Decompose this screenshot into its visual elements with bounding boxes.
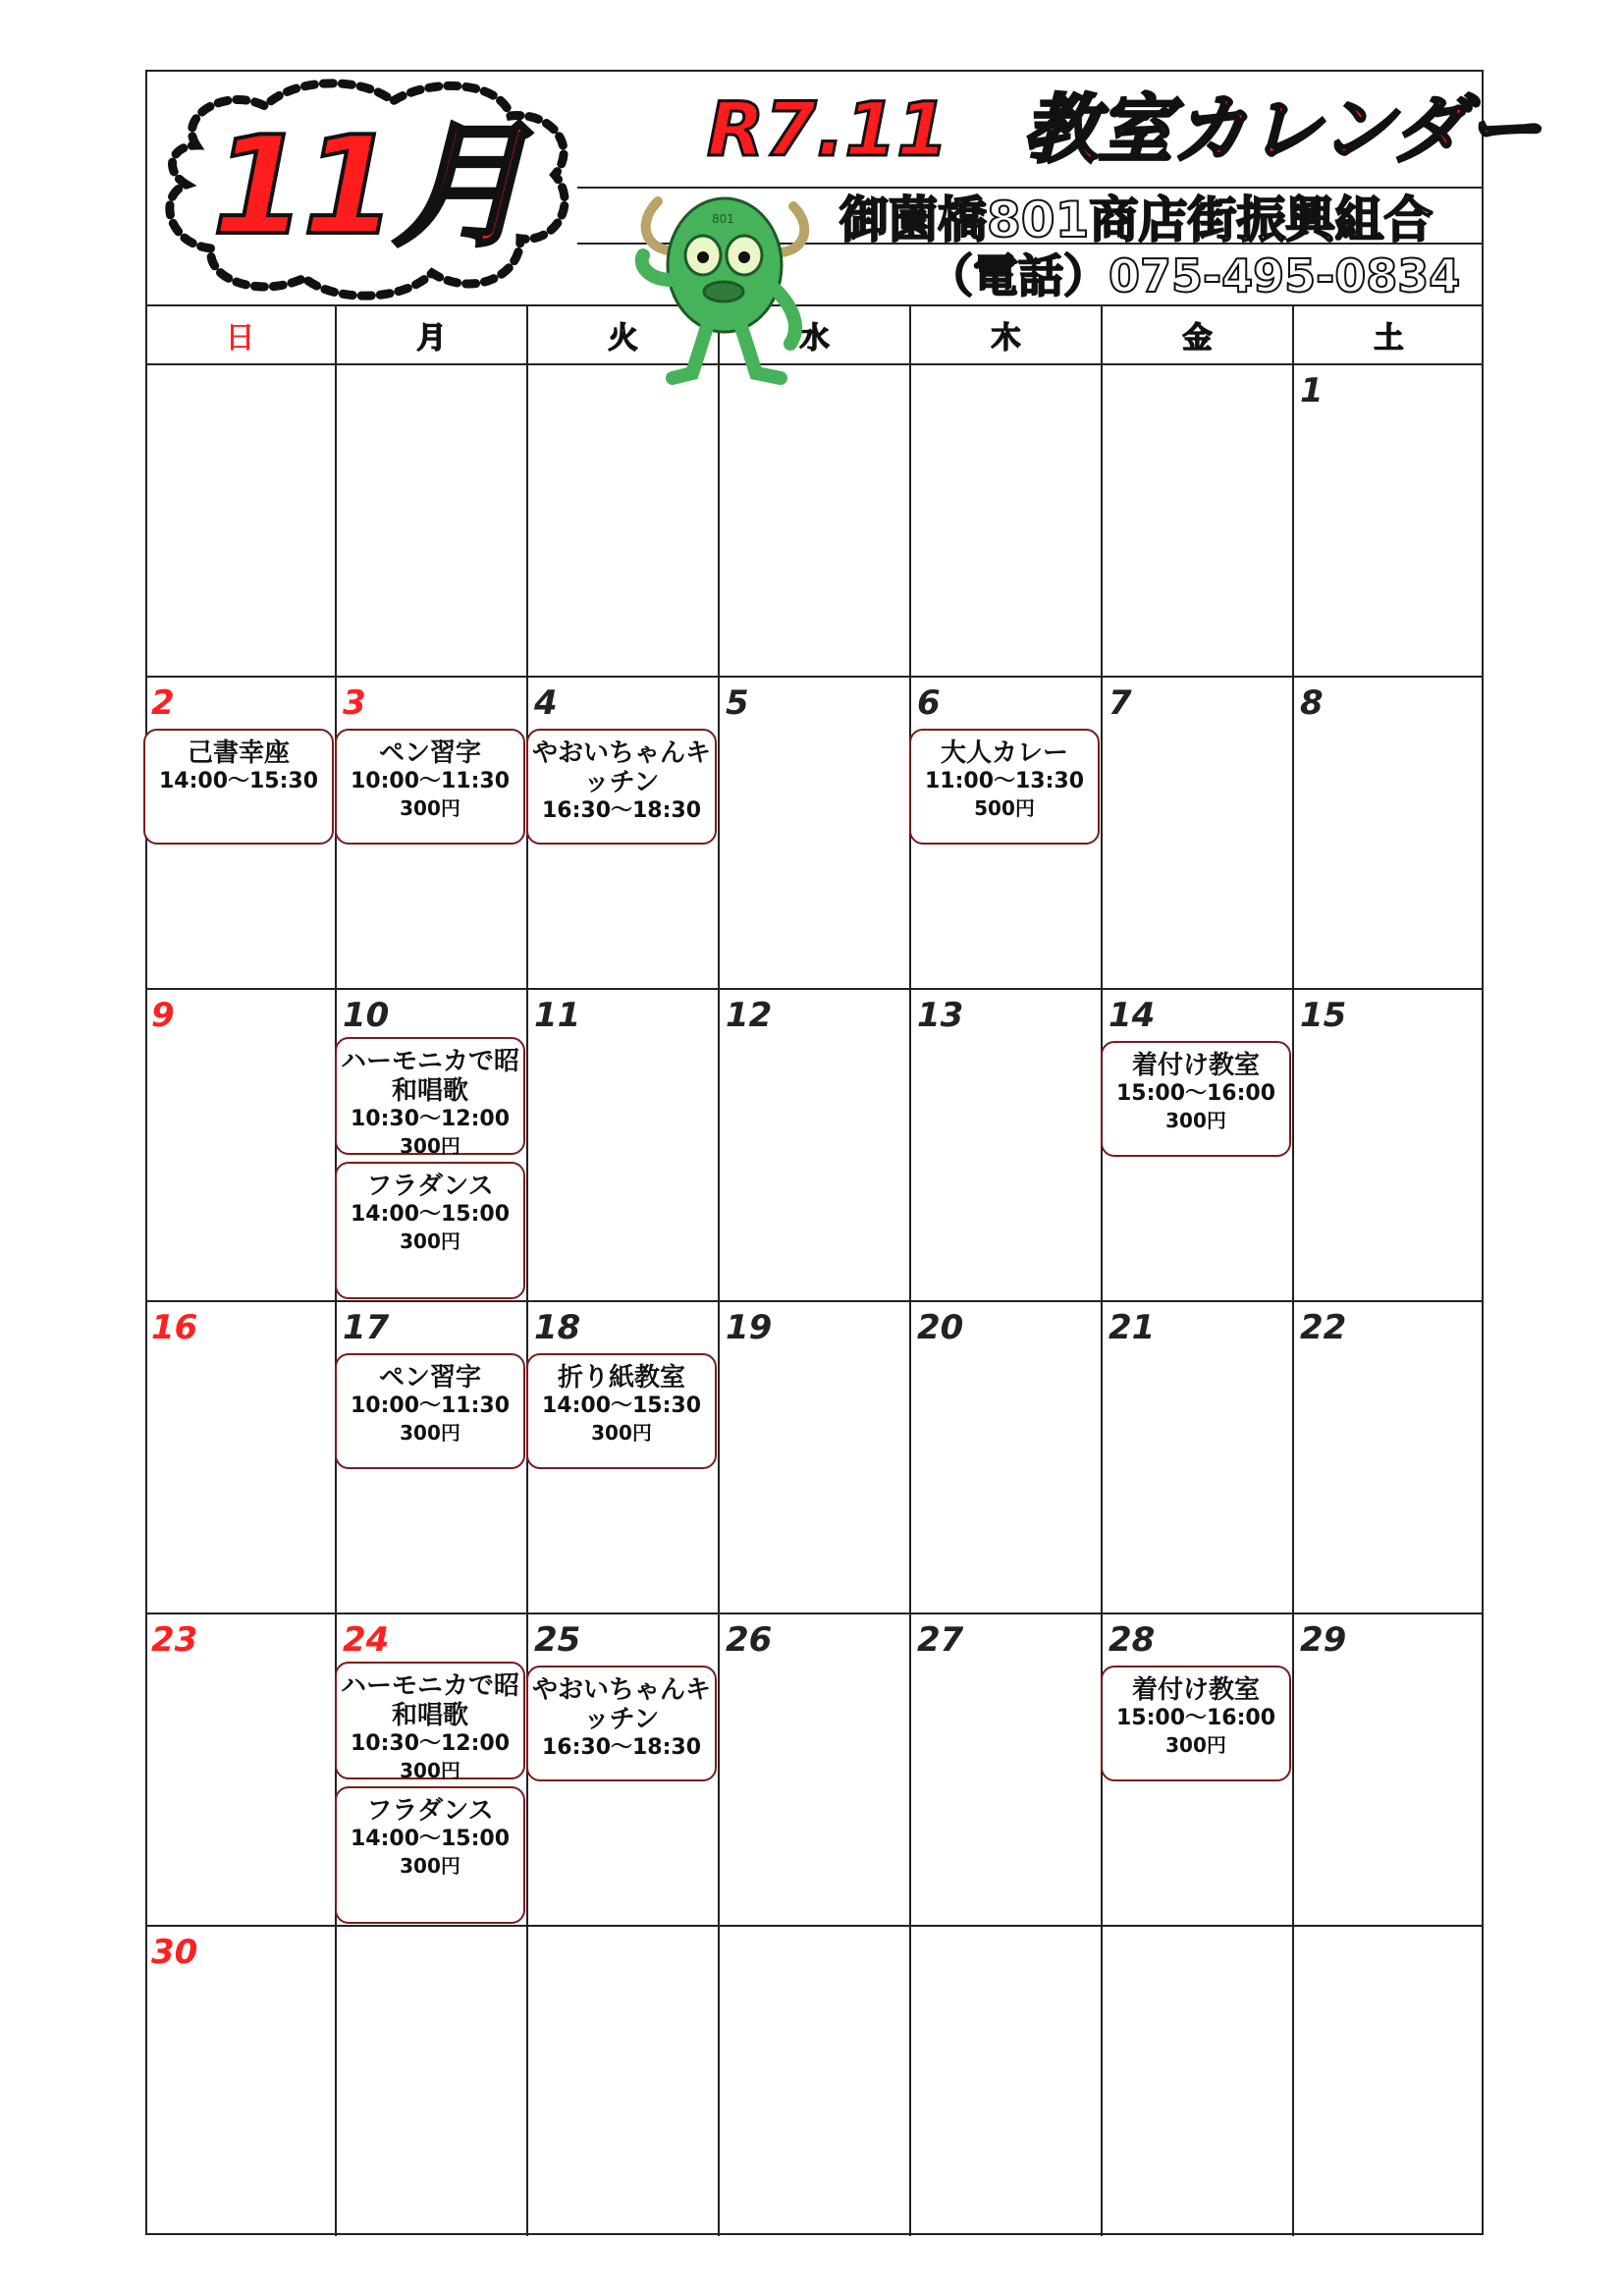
mascot-icon [619, 172, 830, 393]
day-number: 6 [917, 683, 941, 723]
event-time: 10:30〜12:00 [350, 1731, 511, 1756]
calendar-day-cell[interactable] [1294, 1302, 1484, 1613]
event-name: フラダンス [366, 1796, 494, 1826]
calendar-day-cell[interactable] [528, 365, 720, 676]
calendar-day-cell[interactable] [528, 1614, 720, 1925]
svg-text:801: 801 [712, 212, 734, 226]
event-name: やおいちゃんキッチン [531, 1675, 711, 1734]
event-price: 500円 [974, 796, 1035, 820]
calendar-day-cell[interactable] [145, 990, 337, 1300]
calendar-week [145, 1927, 1484, 2236]
day-number: 1 [1300, 371, 1324, 410]
event-time: 15:00〜16:00 [1115, 1081, 1276, 1106]
weekday-thursday: 木 [911, 306, 1103, 363]
calendar-day-cell[interactable] [337, 1302, 528, 1613]
event-name: 着付け教室 [1131, 1051, 1260, 1080]
event-price: 300円 [400, 1854, 460, 1878]
calendar-day-cell[interactable] [145, 1302, 337, 1613]
calendar-day-cell[interactable] [720, 990, 911, 1300]
phone-number: （電話）075-495-0834 [928, 249, 1461, 302]
day-number: 9 [151, 996, 175, 1035]
calendar-day-cell[interactable] [528, 990, 720, 1300]
calendar-grid [145, 304, 1484, 2236]
month-title: 11月 [211, 107, 525, 265]
event-box[interactable] [1101, 1666, 1291, 1781]
event-box[interactable] [335, 729, 525, 845]
calendar-week [145, 1614, 1484, 1927]
day-number: 4 [534, 683, 558, 723]
day-number: 24 [343, 1620, 390, 1660]
event-box[interactable] [335, 1786, 525, 1924]
day-number: 26 [726, 1620, 773, 1660]
day-number: 12 [726, 996, 773, 1035]
calendar-week [145, 365, 1484, 678]
event-name: ハーモニカで昭和唱歌 [340, 1047, 519, 1106]
event-price: 300円 [591, 1421, 652, 1445]
day-number: 15 [1300, 996, 1347, 1035]
event-price: 300円 [400, 1759, 460, 1782]
event-name: 己書幸座 [187, 738, 290, 768]
calendar-title: R7.11 教室カレンダー [707, 85, 1542, 173]
event-name: ペン習字 [378, 1363, 481, 1393]
weekday-wednesday: 水 [720, 306, 911, 363]
day-number: 5 [726, 683, 749, 723]
calendar-day-cell[interactable] [145, 1614, 337, 1925]
calendar-day-cell[interactable] [1103, 990, 1294, 1300]
calendar-day-cell[interactable] [720, 678, 911, 988]
weekday-saturday: 土 [1374, 321, 1404, 355]
event-name: やおいちゃんキッチン [531, 738, 711, 797]
event-box[interactable] [1101, 1041, 1291, 1157]
day-number: 22 [1300, 1308, 1347, 1347]
calendar-day-cell[interactable] [337, 365, 528, 676]
calendar-day-cell[interactable] [1103, 1302, 1294, 1613]
event-box[interactable] [143, 729, 334, 845]
calendar-day-cell[interactable] [145, 365, 337, 676]
event-time: 10:30〜12:00 [350, 1107, 511, 1131]
event-time: 14:00〜15:00 [350, 1202, 511, 1227]
event-box[interactable] [335, 1353, 525, 1469]
day-number: 16 [151, 1308, 198, 1347]
calendar-week [145, 1302, 1484, 1614]
calendar-day-cell[interactable] [337, 1927, 528, 2236]
day-number: 13 [917, 996, 964, 1035]
event-box[interactable] [335, 1162, 525, 1299]
calendar-day-cell[interactable] [1294, 365, 1484, 676]
calendar-day-cell[interactable] [720, 1927, 911, 2236]
event-time: 10:00〜11:30 [350, 1394, 511, 1418]
calendar-day-cell[interactable] [720, 365, 911, 676]
calendar-day-cell[interactable] [1103, 1927, 1294, 2236]
event-box[interactable] [526, 1666, 717, 1781]
calendar-day-cell[interactable] [911, 990, 1103, 1300]
day-number: 25 [534, 1620, 581, 1660]
event-price: 300円 [400, 1134, 460, 1158]
weekday-monday: 月 [337, 306, 528, 363]
day-number: 7 [1109, 683, 1132, 723]
calendar-day-cell[interactable] [528, 678, 720, 988]
event-name: 折り紙教室 [557, 1363, 685, 1393]
day-number: 17 [343, 1308, 390, 1347]
day-number: 28 [1109, 1620, 1156, 1660]
day-number: 19 [726, 1308, 773, 1347]
event-price: 300円 [400, 1421, 460, 1445]
day-number: 10 [343, 996, 390, 1035]
calendar-day-cell[interactable] [1294, 678, 1484, 988]
calendar-day-cell[interactable] [1294, 990, 1484, 1300]
weeks-container [145, 365, 1484, 2236]
event-box[interactable] [335, 1037, 525, 1158]
day-number: 27 [917, 1620, 964, 1660]
calendar-day-cell[interactable] [911, 678, 1103, 988]
event-price: 300円 [400, 796, 460, 820]
calendar-day-cell[interactable] [720, 1302, 911, 1613]
event-name: ペン習字 [378, 738, 481, 768]
day-number: 11 [534, 996, 581, 1035]
event-time: 10:00〜11:30 [350, 769, 511, 793]
event-box[interactable] [909, 729, 1100, 845]
calendar-day-cell[interactable] [337, 1614, 528, 1925]
association-name: 御薗橋801商店街振興組合 [839, 191, 1434, 248]
calendar-day-cell[interactable] [911, 1614, 1103, 1925]
day-number: 2 [151, 683, 175, 723]
event-time: 16:30〜18:30 [541, 1735, 702, 1760]
event-name: 大人カレー [940, 738, 1068, 768]
calendar-day-cell[interactable] [1103, 365, 1294, 676]
weekday-sunday: 日 [145, 306, 337, 363]
event-time: 14:00〜15:00 [350, 1827, 511, 1851]
calendar-day-cell[interactable] [145, 678, 337, 988]
calendar-day-cell[interactable] [1294, 1614, 1484, 1925]
calendar-day-cell[interactable] [1103, 678, 1294, 988]
weekday-friday: 金 [1103, 306, 1294, 363]
calendar-day-cell[interactable] [337, 678, 528, 988]
calendar-day-cell[interactable] [720, 1614, 911, 1925]
event-time: 14:00〜15:30 [541, 1394, 702, 1418]
event-name: 着付け教室 [1131, 1675, 1260, 1705]
day-number: 30 [151, 1933, 198, 1972]
day-number: 21 [1109, 1308, 1156, 1347]
calendar-day-cell[interactable] [528, 1927, 720, 2236]
event-name: フラダンス [366, 1172, 494, 1201]
event-name: ハーモニカで昭和唱歌 [340, 1671, 519, 1730]
weekday-tuesday: 火 [528, 306, 720, 363]
event-time: 14:00〜15:30 [158, 769, 319, 793]
calendar-day-cell[interactable] [337, 990, 528, 1300]
event-box[interactable] [526, 729, 717, 845]
day-number: 23 [151, 1620, 198, 1660]
calendar-day-cell[interactable] [911, 1927, 1103, 2236]
day-number: 3 [343, 683, 366, 723]
event-time: 16:30〜18:30 [541, 798, 702, 823]
day-number: 29 [1300, 1620, 1347, 1660]
event-time: 11:00〜13:30 [924, 769, 1085, 793]
event-price: 300円 [400, 1230, 460, 1253]
calendar-day-cell[interactable] [528, 1302, 720, 1613]
event-time: 15:00〜16:00 [1115, 1706, 1276, 1730]
event-price: 300円 [1165, 1109, 1226, 1132]
calendar-day-cell[interactable] [1103, 1614, 1294, 1925]
event-box[interactable] [335, 1662, 525, 1782]
event-box[interactable] [526, 1353, 717, 1469]
day-number: 8 [1300, 683, 1324, 723]
day-number: 14 [1109, 996, 1156, 1035]
event-price: 300円 [1165, 1733, 1226, 1757]
day-number: 18 [534, 1308, 581, 1347]
calendar-week [145, 990, 1484, 1302]
day-number: 20 [917, 1308, 964, 1347]
calendar-week [145, 678, 1484, 990]
calendar-day-cell[interactable] [911, 1302, 1103, 1613]
calendar-day-cell[interactable] [145, 1927, 337, 2236]
calendar-day-cell[interactable] [1294, 1927, 1484, 2236]
calendar-day-cell[interactable] [911, 365, 1103, 676]
